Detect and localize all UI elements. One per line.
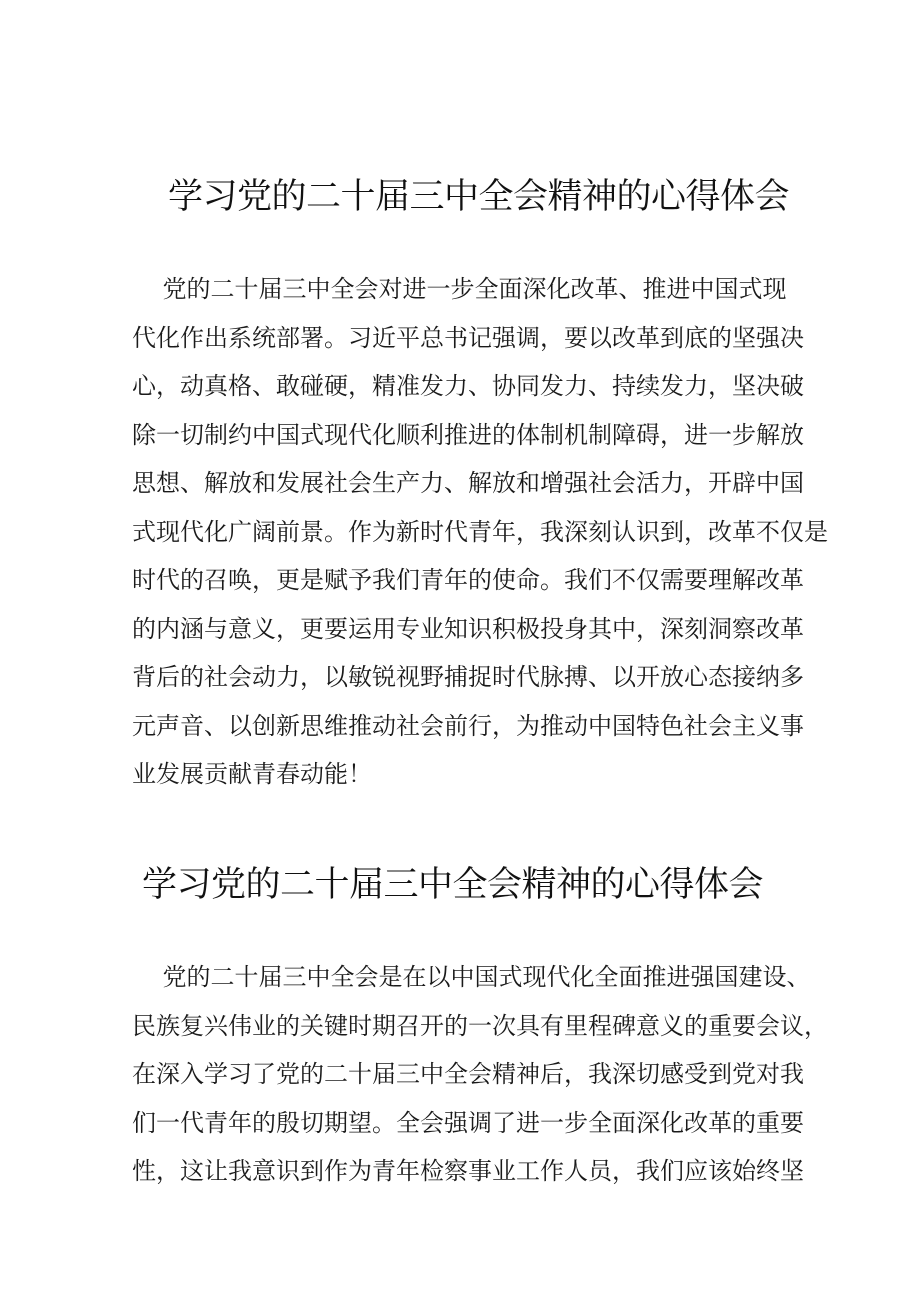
section-2-paragraph: [132, 953, 828, 1196]
paragraph-line: 思想、解放和发展社会生产力、解放和增强社会活力，开辟中国: [132, 469, 804, 497]
paragraph-line: 式现代化广阔前景。作为新时代青年，我深刻认识到，改革不仅是: [132, 517, 828, 546]
paragraph-line: 民族复兴伟业的关键时期召开的一次具有里程碑意义的重要会议，: [132, 1011, 828, 1040]
paragraph-line: 党的二十届三中全会是在以中国式现代化全面推进强国建设、: [132, 963, 811, 991]
paragraph-line: 业发展贡献青春动能！: [132, 760, 372, 788]
paragraph-line: 背后的社会动力，以敏锐视野捕捉时代脉搏、以开放心态接纳多: [132, 663, 804, 691]
paragraph-line: 除一切制约中国式现代化顺利推进的体制机制障碍，进一步解放: [132, 420, 804, 449]
section-2-title: 学习党的二十届三中全会精神的心得体会: [142, 865, 764, 905]
paragraph-line: 性，这让我意识到作为青年检察事业工作人员，我们应该始终坚: [132, 1157, 804, 1185]
section-1-paragraph: [132, 265, 828, 799]
paragraph-line: 们一代青年的殷切期望。全会强调了进一步全面深化改革的重要: [132, 1108, 804, 1137]
paragraph-line: 心，动真格、敢碰硬，精准发力、协同发力、持续发力，坚决破: [132, 372, 804, 400]
section-1-title: 学习党的二十届三中全会精神的心得体会: [168, 177, 790, 217]
paragraph-line: 的内涵与意义，更要运用专业知识积极投身其中，深刻洞察改革: [132, 614, 804, 643]
paragraph-line: 代化作出系统部署。习近平总书记强调，要以改革到底的坚强决: [132, 323, 804, 352]
paragraph-line: 时代的召唤，更是赋予我们青年的使命。我们不仅需要理解改革: [132, 566, 804, 594]
paragraph-line: 党的二十届三中全会对进一步全面深化改革、推进中国式现: [132, 275, 787, 303]
paragraph-line: 在深入学习了党的二十届三中全会精神后，我深切感受到党对我: [132, 1060, 804, 1088]
paragraph-line: 元声音、以创新思维推动社会前行，为推动中国特色社会主义事: [132, 711, 804, 740]
